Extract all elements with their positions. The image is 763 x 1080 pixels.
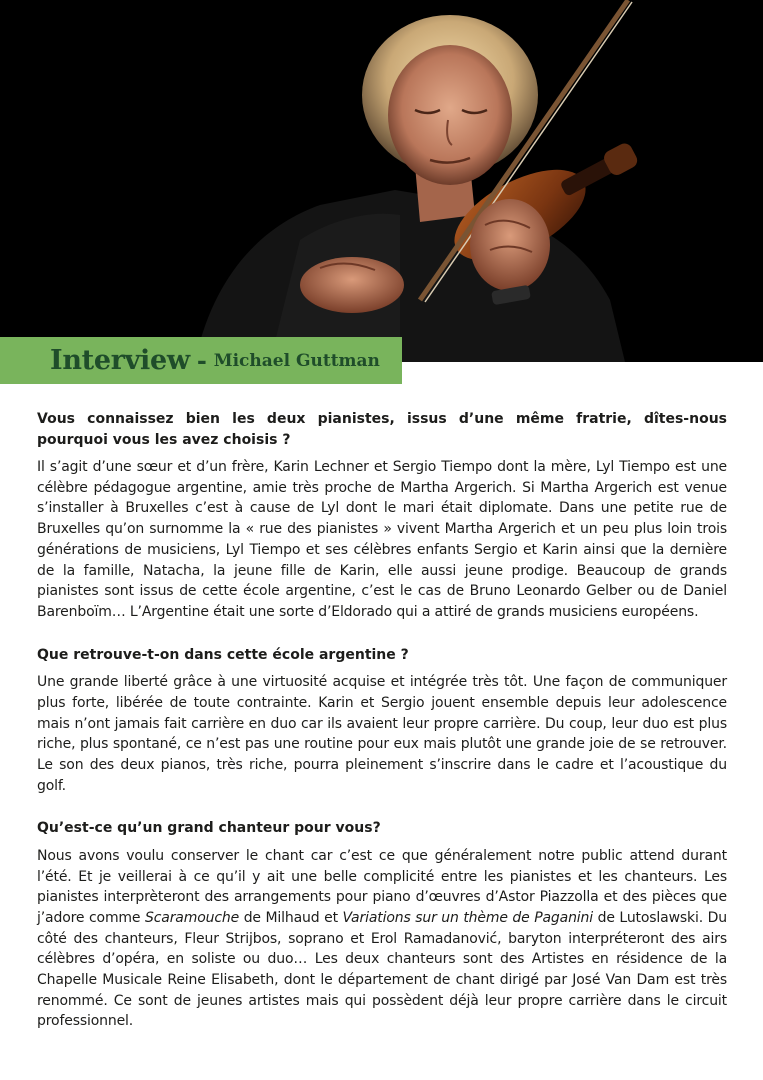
face-shape [388, 45, 512, 185]
interview-banner [0, 337, 402, 384]
banner-title: Interview [50, 345, 190, 376]
violinist-illustration [0, 0, 763, 362]
right-hand-shape [300, 257, 404, 313]
question-2: Que retrouve-t-on dans cette école argentine ? [37, 646, 409, 663]
hero-photo [0, 0, 763, 362]
answer-3-part-1: Nous avons voulu conserver le chant car c’est ce que généralement notre public attend durant l’été. Et je veillerai à ce qu’il y ait une belle complicité entre les pianistes et les chanteurs. Les pianistes interprèteront des arrangements pour piano d’œuvres d’Astor Piazzolla et des pièces que j’adore comme [37, 847, 727, 926]
qa-block-3 [37, 818, 727, 1032]
answer-1: Il s’agit d’une sœur et d’un frère, Karin Lechner et Sergio Tiempo dont la mère, Lyl Tiempo est une célèbre pédagogue argentine, amie très proche de Martha Argerich. Si Martha Argerich est venue s’installer à Bruxelles c’est à cause de Lyl dont le mari était diplomate. Dans une petite rue de Bruxelles qu’on surnomme la « rue des pianistes » vivent Martha Argerich et un peu plus loin trois générations de musiciens, Lyl Tiempo et ses célèbres enfants Sergio et Karin ainsi que la dernière de la famille, Natacha, la jeune fille de Karin, elle aussi jeune prodige. Beaucoup de grands pianistes sont issus de cette école argentine, c’est le cas de Bruno Leonardo Gelber ou de Daniel Barenboïm… L’Argentine était une sorte d’Eldorado qui a attiré de grands musiciens européens. [37, 459, 727, 620]
answer-2: Une grande liberté grâce à une virtuosité acquise et intégrée très tôt. Une façon de communiquer plus forte, libérée de toute contrainte. Karin et Sergio jouent ensemble depuis leur adolescence mais n’ont jamais fait carrière en duo car ils avaient leur propre carrière. Du coup, leur duo est plus riche, plus spontané, ce n’est pas une routine pour eux mais plutôt une grande joie de se retrouver. Le son des deux pianos, très riche, pourra pleinement s’inscrire dans le cadre et l’acoustique du golf. [37, 674, 727, 794]
answer-3-part-2: de Milhaud et [239, 909, 343, 926]
left-hand-shape [470, 199, 550, 291]
qa-block-2 [37, 645, 727, 797]
banner-separator: - [196, 346, 207, 375]
work-title-scaramouche: Scaramouche [144, 909, 240, 926]
answer-3-part-3: de Lutoslawski. Du côté des chanteurs, Fleur Strijbos, soprano et Erol Ramadanović, baryton interpréteront des airs célèbres d’opéra, en soliste ou duo… Les deux chanteurs sont des Artistes en résidence de la Chapelle Musicale Reine Elisabeth, dont le département de chant dirigé par José Van Dam est très renommé. Ce sont de jeunes artistes mais qui possèdent déjà leur propre carrière dans le circuit professionnel. [37, 909, 727, 1030]
question-3: Qu’est-ce qu’un grand chanteur pour vous? [37, 820, 381, 837]
answer-3 [37, 846, 727, 1032]
work-title-variations: Variations sur un thème de Paganini [342, 909, 594, 926]
interviewee-name: Michael Guttman [213, 350, 380, 371]
question-1: Vous connaissez bien les deux pianistes, issus d’une même fratrie, dîtes-nous pourquoi vous les avez choisis ? [37, 411, 727, 448]
qa-block-1 [37, 409, 727, 623]
interview-body [37, 409, 727, 1032]
